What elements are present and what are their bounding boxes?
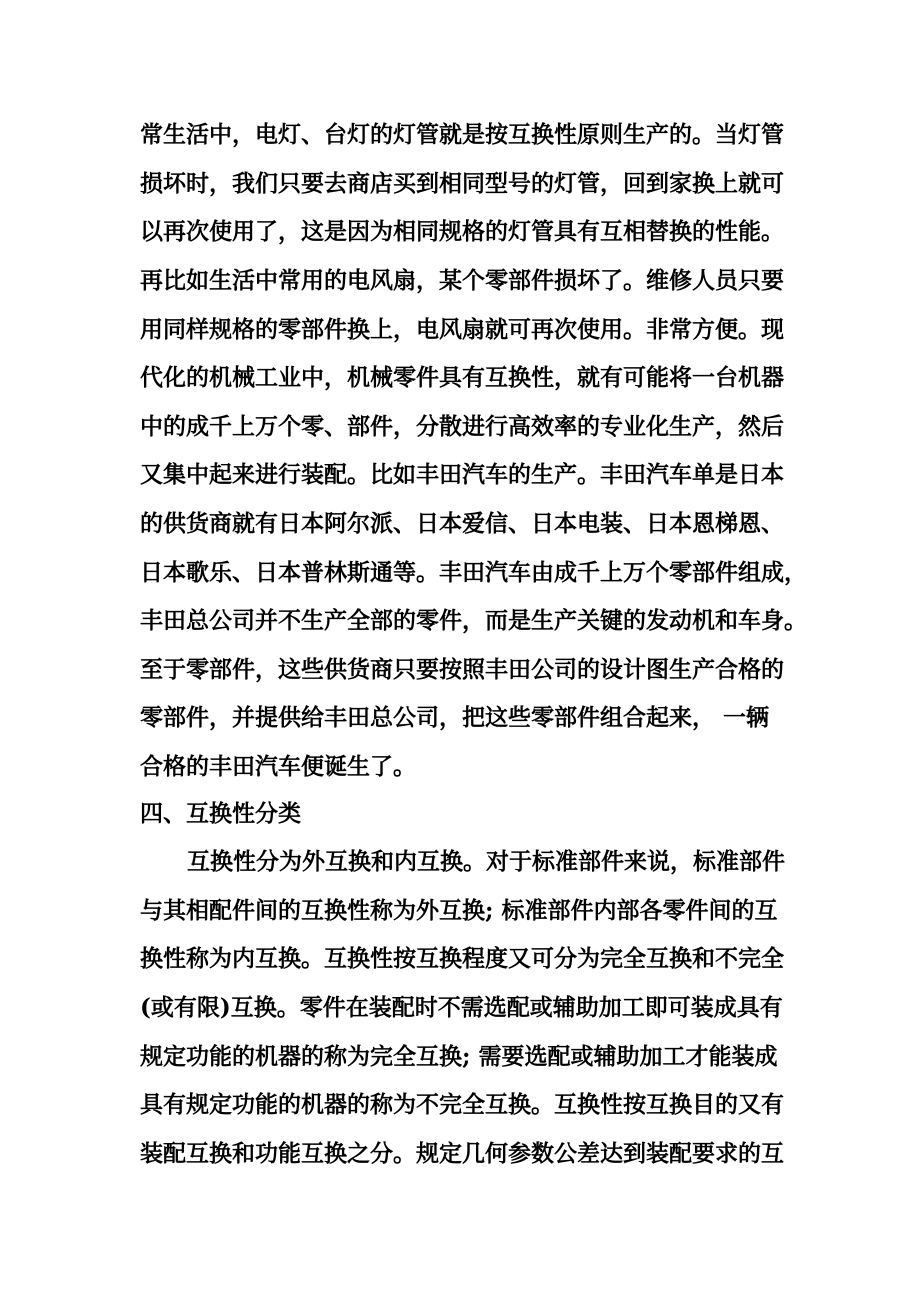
- paragraph-line: 具有规定功能的机器的称为不完全互换。互换性按互换目的又有: [140, 1091, 784, 1118]
- paragraph-line: 互换性分为外互换和内互换。对于标准部件来说，标准部件: [187, 848, 785, 875]
- paragraph-line: 规定功能的机器的称为完全互换; 需要选配或辅助加工才能装成: [140, 1043, 778, 1070]
- paragraph-line: 用同样规格的零部件换上，电风扇就可再次使用。非常方便。现: [140, 316, 784, 343]
- section-heading: 四、互换性分类: [140, 800, 301, 827]
- paragraph-line: 中的成千上万个零、部件，分散进行高效率的专业化生产，然后: [140, 413, 784, 440]
- paragraph-line: 换性称为内互换。互换性按互换程度又可分为完全互换和不完全: [140, 945, 784, 972]
- paragraph-line: 又集中起来进行装配。比如丰田汽车的生产。丰田汽车单是日本: [140, 461, 784, 488]
- paragraph-line: 丰田总公司并不生产全部的零件，而是生产关键的发动机和车身。: [140, 607, 807, 634]
- paragraph-line: 常生活中，电灯、台灯的灯管就是按互换性原则生产的。当灯管: [140, 121, 784, 148]
- paragraph-line: 的供货商就有日本阿尔派、日本爱信、日本电装、日本恩梯恩、: [140, 510, 784, 537]
- paragraph-line: 装配互换和功能互换之分。规定几何参数公差达到装配要求的互: [140, 1140, 784, 1167]
- paragraph-line: 日本歌乐、日本普林斯通等。丰田汽车由成千上万个零部件组成，: [140, 559, 807, 586]
- paragraph-line: 再比如生活中常用的电风扇，某个零部件损坏了。维修人员只要: [140, 267, 784, 294]
- paragraph-line: 零部件，并提供给丰田总公司，把这些零部件组合起来， 一辆: [140, 704, 770, 731]
- paragraph-line: 以再次使用了，这是因为相同规格的灯管具有互相替换的性能。: [140, 218, 784, 245]
- paragraph-line: 与其相配件间的互换性称为外互换; 标准部件内部各零件间的互: [140, 897, 778, 924]
- paragraph-line: 至于零部件，这些供货商只要按照丰田公司的设计图生产合格的: [140, 656, 784, 683]
- paragraph-line: 代化的机械工业中，机械零件具有互换性，就有可能将一台机器: [140, 364, 784, 391]
- paragraph-line: 损坏时，我们只要去商店买到相同型号的灯管，回到家换上就可: [140, 170, 784, 197]
- paragraph-line: (或有限)互换。零件在装配时不需选配或辅助加工即可装成具有: [140, 994, 783, 1021]
- paragraph-line: 合格的丰田汽车便诞生了。: [140, 753, 416, 780]
